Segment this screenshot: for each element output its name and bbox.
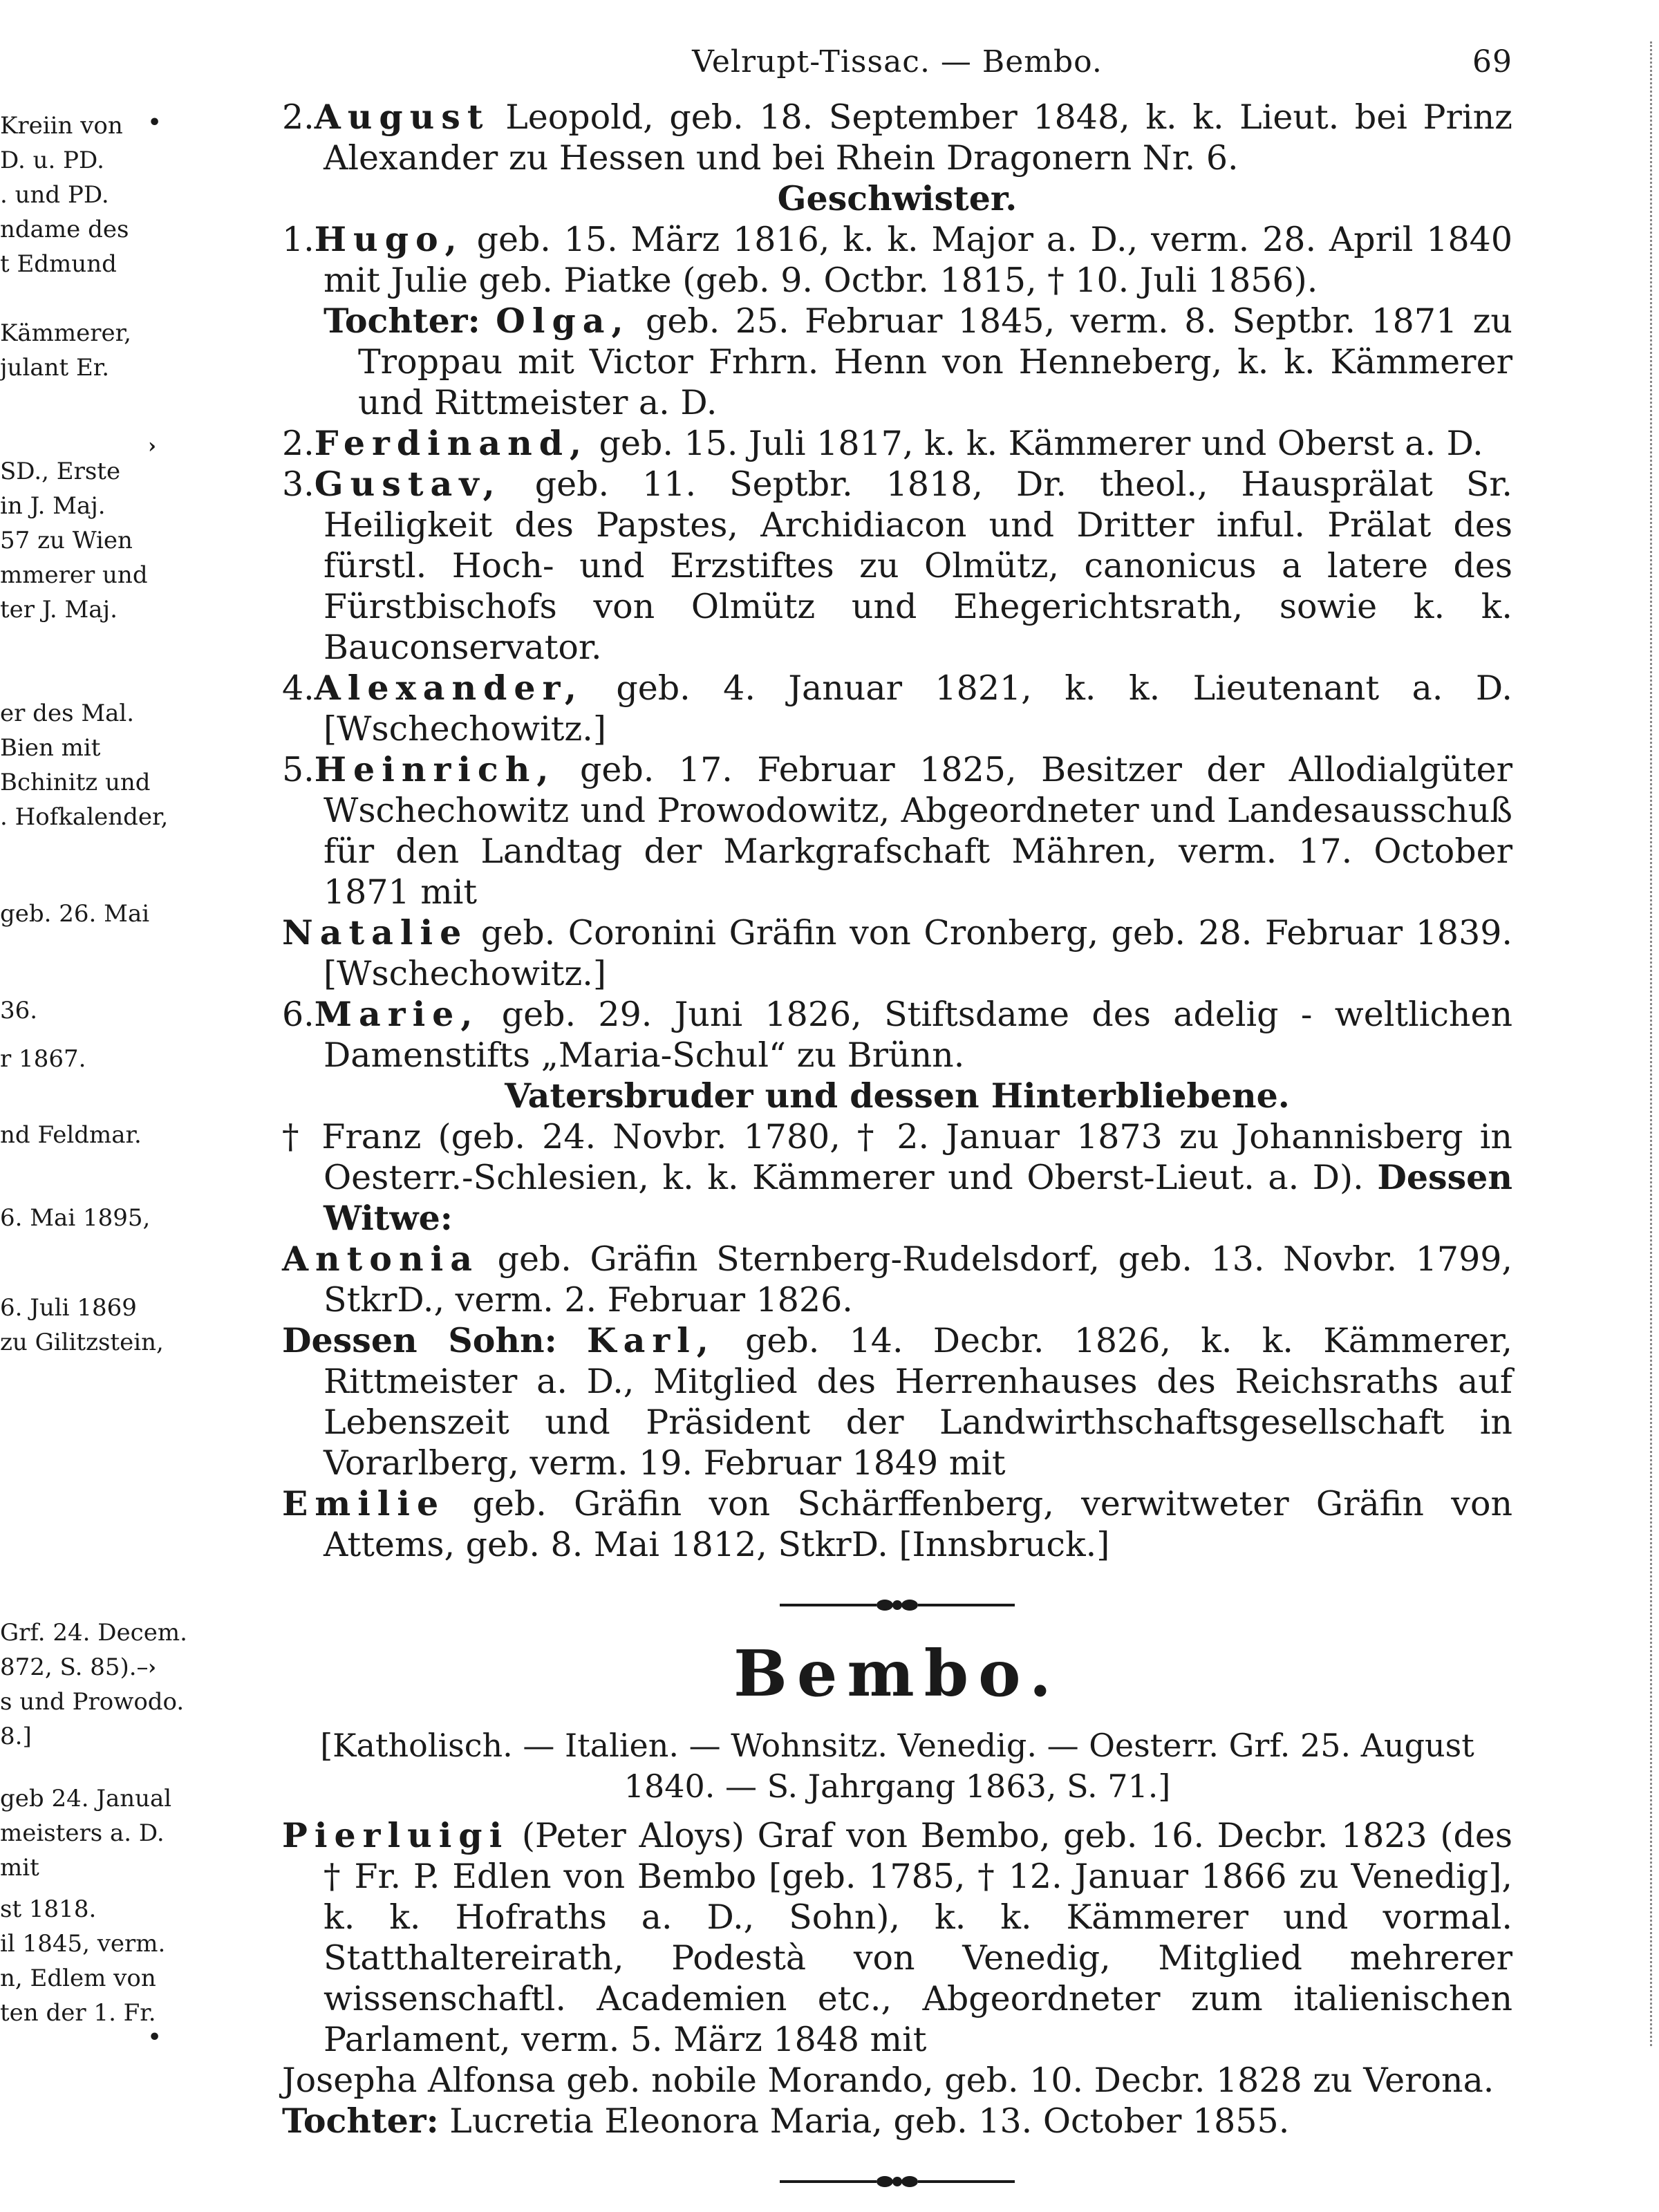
entry-antonia: Antonia geb. Gräfin Sternberg-Rudelsdorf, geb. 13. Novbr. 1799, StkrD., verm. 2. Februar 1826. (282, 1239, 1513, 1320)
divider-ornament (282, 1587, 1512, 1615)
adjacent-page-fragments (0, 97, 187, 2101)
left-fragment: n, Edlem von (0, 1965, 156, 1992)
left-fragment: . Hofkalender, (0, 803, 169, 831)
ornament-icon (773, 1591, 1022, 1619)
left-fragment: st 1818. (0, 1895, 97, 1923)
left-fragment: zu Gilitzstein, (0, 1329, 164, 1356)
left-fragment: s und Prowodo. (0, 1688, 185, 1716)
page-body (282, 41, 1512, 2212)
left-fragment: 8.] (0, 1723, 32, 1750)
binding-mark: • (148, 2025, 162, 2050)
entry-hugo: 1.Hugo, geb. 15. März 1816, k. k. Major a. D., verm. 28. April 1840 mit Julie geb. Piatke (geb. 9. Octbr. 1815, † 10. Juli 1856). (282, 219, 1512, 300)
left-fragment: 872, S. 85).– (0, 1653, 149, 1681)
left-fragment: . und PD. (0, 181, 109, 209)
left-fragment: ter J. Maj. (0, 596, 118, 624)
left-fragment: ten der 1. Fr. (0, 1999, 156, 2027)
family-note: [Katholisch. — Italien. — Wohnsitz. Venedig. — Oesterr. Grf. 25. August 1840. — S. Jahrgang 1863, S. 71.] (320, 1727, 1474, 1805)
left-fragment: mmerer und (0, 561, 148, 589)
ornament-icon (773, 2168, 1022, 2195)
left-fragment: SD., Erste (0, 458, 121, 485)
left-fragment: geb. 26. Mai (0, 900, 150, 928)
binding-mark: • (148, 111, 162, 135)
left-fragment: nd Feldmar. (0, 1121, 142, 1149)
divider-ornament (282, 2164, 1512, 2191)
entry-karl: Dessen Sohn: Karl, geb. 14. Decbr. 1826, k. k. Kämmerer, Rittmeister a. D., Mitglied des Herrenhauses des Reichsraths auf Lebenszeit und Präsident der Landwirthschaftsgesellschaft in Vorarlberg, verm. 19. Februar 1849 mit (282, 1320, 1512, 1483)
left-fragment: julant Er. (0, 354, 110, 382)
entry-lucretia: Tochter: Lucretia Eleonora Maria, geb. 13. October 1855. (282, 2101, 1290, 2141)
binding-mark: › (148, 434, 156, 458)
entry-emilie: Emilie geb. Gräfin von Schärffenberg, verwitweter Gräfin von Attems, geb. 8. Mai 1812, StkrD. [Innsbruck.] (282, 1483, 1512, 1564)
entry-heinrich: 5.Heinrich, geb. 17. Februar 1825, Besitzer der Allodialgüter Wschechowitz und Prowodowitz, Abgeordneter und Landesausschuß für den Landtag der Markgrafschaft Mähren, verm. 17. October 1871 mit (282, 749, 1512, 912)
left-fragment: geb 24. Janual (0, 1785, 172, 1812)
left-fragment: il 1845, verm. (0, 1930, 166, 1958)
left-fragment: Kämmerer, (0, 319, 131, 347)
page-edge (1650, 41, 1655, 2046)
entry-pierluigi: Pierluigi (Peter Aloys) Graf von Bembo, geb. 16. Decbr. 1823 (des † Fr. P. Edlen von Bembo [geb. 1785, † 12. Januar 1866 zu Venedig], k. k. Hofraths a. D., Sohn), k. k. Kämmerer und vormal. Statthaltereirath, Podestà von Venedig, Mitglied mehrerer wissenschaftl. Academien etc., Abgeordneter zum italienischen Parlament, verm. 5. März 1848 mit (282, 1815, 1512, 2059)
left-fragment: er des Mal. (0, 700, 135, 727)
left-fragment: in J. Maj. (0, 492, 106, 520)
left-fragment: 6. Juli 1869 (0, 1294, 137, 1322)
left-fragment: Bchinitz und (0, 769, 151, 796)
entry-alexander: 4.Alexander, geb. 4. Januar 1821, k. k. Lieutenant a. D. [Wschechowitz.] (282, 668, 1512, 749)
left-fragment: Bien mit (0, 734, 101, 762)
entry-gustav: 3.Gustav, geb. 11. Septbr. 1818, Dr. theol., Hausprälat Sr. Heiligkeit des Papstes, Archidiacon und Dritter inful. Prälat des fürstl. Hoch- und Erzstiftes zu Olmütz, canonicus a latere des Fürstbischofs von Olmütz und Ehegerichtsrath, sowie k. k. Bauconservator. (282, 464, 1512, 667)
left-fragment: D. u. PD. (0, 147, 104, 174)
page-number: 69 (1472, 44, 1512, 79)
entry-ferdinand: 2.Ferdinand, geb. 15. Juli 1817, k. k. Kämmerer und Oberst a. D. (282, 423, 1483, 463)
siblings-heading: Geschwister. (777, 178, 1018, 218)
left-fragment: Kreiin von (0, 112, 123, 140)
left-fragment: r 1867. (0, 1045, 86, 1073)
left-fragment: 6. Mai 1895, (0, 1204, 151, 1232)
entry-august: 2.August Leopold, geb. 18. September 1848, k. k. Lieut. bei Prinz Alexander zu Hessen und bei Rhein Dragonern Nr. 6. (282, 97, 1512, 178)
entry-olga: Tochter: Olga, geb. 25. Februar 1845, verm. 8. Septbr. 1871 zu Troppau mit Victor Frhrn. Henn von Henneberg, k. k. Kämmerer und Rittmeister a. D. (324, 301, 1512, 422)
entry-franz: † Franz (geb. 24. Novbr. 1780, † 2. Januar 1873 zu Johannisberg in Oesterr.-Schlesien, k. k. Kämmerer und Oberst-Lieut. a. D). Dessen Witwe: (282, 1117, 1512, 1238)
running-head (282, 41, 1512, 97)
left-fragment: t Edmund (0, 250, 117, 278)
family-title: Bembo. (733, 1636, 1061, 1711)
entry-josepha: Josepha Alfonsa geb. nobile Morando, geb. 10. Decbr. 1828 zu Verona. (282, 2061, 1494, 2100)
binding-mark: › (148, 1656, 156, 1680)
left-fragment: 57 zu Wien (0, 527, 133, 554)
left-fragment: Grf. 24. Decem. (0, 1619, 187, 1647)
left-fragment: meisters a. D. (0, 1819, 165, 1847)
entry-marie: 6.Marie, geb. 29. Juni 1826, Stiftsdame des adelig - weltlichen Damenstifts „Maria-Schul“ zu Brünn. (282, 994, 1512, 1075)
running-title: Velrupt-Tissac. — Bembo. (692, 44, 1103, 79)
uncle-heading: Vatersbruder und dessen Hinterbliebene. (505, 1076, 1290, 1116)
left-fragment: mit (0, 1854, 39, 1882)
left-fragment: 36. (0, 997, 38, 1024)
entry-natalie: Natalie geb. Coronini Gräfin von Cronberg, geb. 28. Februar 1839. [Wschechowitz.] (282, 912, 1512, 993)
left-fragment: ndame des (0, 216, 129, 243)
